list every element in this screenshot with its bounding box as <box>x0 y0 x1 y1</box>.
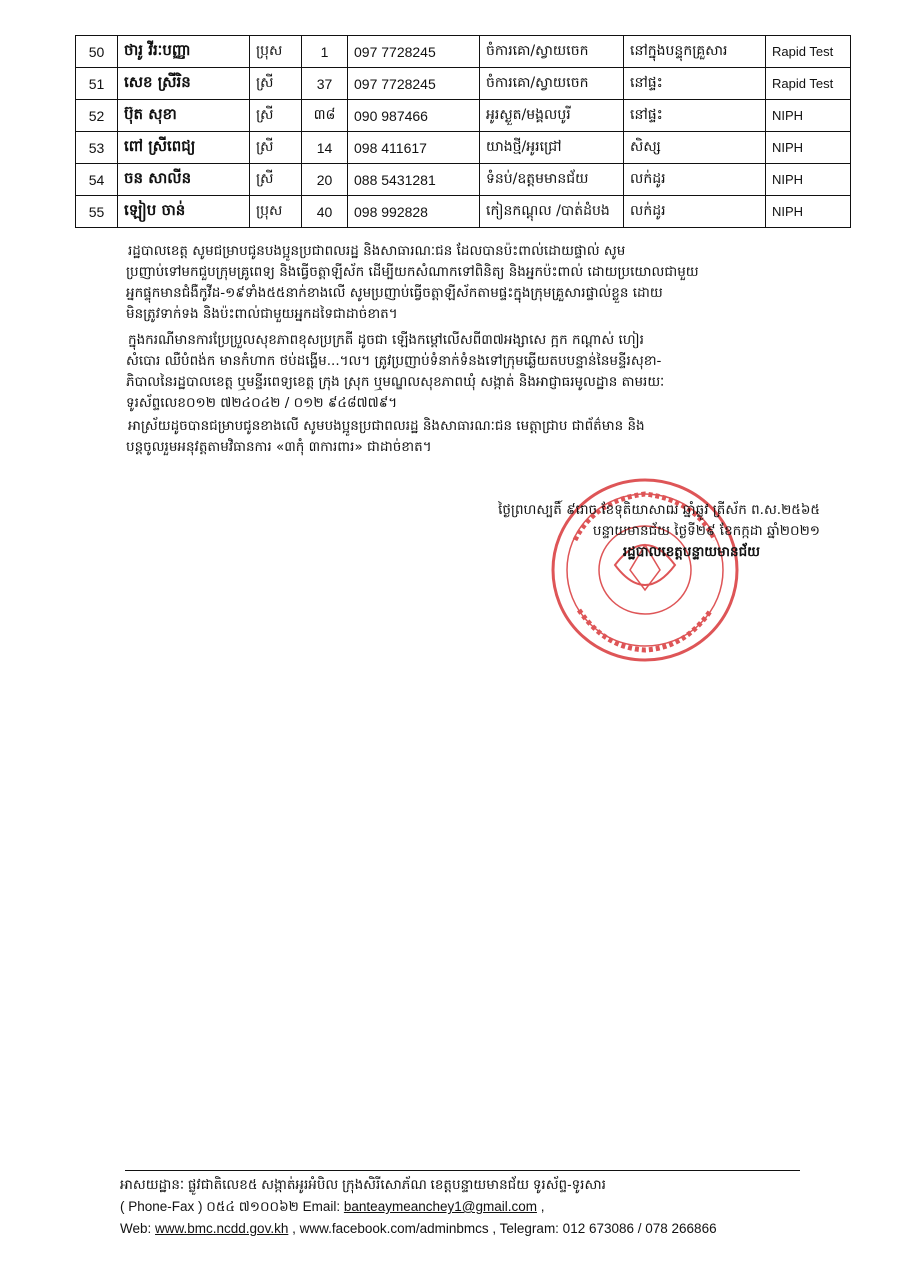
case-location: នៅក្នុងបន្ទុកគ្រួសារ <box>624 36 766 68</box>
table-row <box>76 164 851 196</box>
case-test-source: NIPH <box>766 132 851 164</box>
case-name: ចន សាលីន <box>118 164 250 196</box>
case-number: 53 <box>76 132 118 164</box>
case-number: 55 <box>76 196 118 228</box>
case-sex: ប្រុស <box>250 36 302 68</box>
case-test-source: NIPH <box>766 196 851 228</box>
case-name: សេខ ស្រីរិន <box>118 68 250 100</box>
text-line: បន្តចូលរួមអនុវត្តតាមវិធានការ «៣កុំ ៣ការពារ» ជាដាច់ខាត។ <box>126 439 432 455</box>
footer-phone: ( Phone-Fax ) ០៥៤ ៧១០០៦២ Email: <box>120 1199 344 1214</box>
case-sex: ស្រី <box>250 132 302 164</box>
case-age: 40 <box>302 196 348 228</box>
footer-social: , www.facebook.com/adminbmcs , Telegram: 012 673086 / 078 266866 <box>288 1221 717 1236</box>
footer-email-tail: , <box>536 1199 545 1214</box>
case-age: ៣៨ <box>302 100 348 132</box>
text-line: ភិបាលនៃរដ្ឋបាលខេត្ត ឬមន្ទីរពេទ្យខេត្ត ក្រុង ស្រុក ឬមណ្ឌលសុខភាពឃុំ សង្កាត់ និងអាជ្ញាធរមូលដ្ឋាន តាមរយៈ <box>126 374 665 390</box>
case-location: លក់ដូរ <box>624 196 766 228</box>
case-test-source: Rapid Test <box>766 68 851 100</box>
signature-block <box>498 500 820 563</box>
case-name: ប៊ុត សុខា <box>118 100 250 132</box>
case-address: អូរស្ងួត/មង្គលបូរី <box>480 100 624 132</box>
notice-paragraph-2 <box>128 330 828 414</box>
case-location: នៅផ្ទះ <box>624 100 766 132</box>
footer-web <box>120 1218 810 1240</box>
solar-date: បន្ទាយមានជ័យ ថ្ងៃទី២៩ ខែកក្កដា ឆ្នាំ២០២១ <box>592 523 820 539</box>
text-line: សំបោរ ឈឺបំពង់ក មានកំហាក ថប់ដង្ហើម...។ល។ ត្រូវប្រញាប់ទំនាក់ទំនងទៅក្រុមឆ្លើយតបបន្ទាន់នៃមន្ទីរសុខា- <box>126 353 662 369</box>
table-row <box>76 132 851 164</box>
case-address: យាងថ្មី/អូរជ្រៅ <box>480 132 624 164</box>
case-age: 20 <box>302 164 348 196</box>
case-test-source: NIPH <box>766 100 851 132</box>
case-table <box>75 35 851 228</box>
case-age: 14 <box>302 132 348 164</box>
case-location: លក់ដូរ <box>624 164 766 196</box>
case-address: ចំការគោ/ស្វាយចេក <box>480 36 624 68</box>
case-test-source: Rapid Test <box>766 36 851 68</box>
text-line: ប្រញាប់ទៅមកជួបក្រុមគ្រូពេទ្យ និងធ្វើចត្តាឡីស័ក ដើម្បីយកសំណាកទៅពិនិត្យ និងអ្នកប៉ះពាល់ ដោយប្រយោលជាមួយ <box>126 264 699 280</box>
notice-paragraph-3 <box>128 416 828 458</box>
text-line: រដ្ឋបាលខេត្ត សូមជម្រាបជូនបងប្អូនប្រជាពលរដ្ឋ និងសាធារណៈជន ដែលបានប៉ះពាល់ដោយផ្ទាល់ សូម <box>128 243 626 259</box>
footer-contact <box>120 1196 810 1218</box>
lunar-date: ថ្ងៃព្រហស្បតិ៍ ៩រោច ខែទុតិយាសាឍ ឆ្នាំឆ្លូវ ត្រីស័ក ព.ស.២៥៦៥ <box>498 502 820 518</box>
case-number: 54 <box>76 164 118 196</box>
case-sex: ស្រី <box>250 68 302 100</box>
case-sex: ប្រុស <box>250 196 302 228</box>
text-line: មិនត្រូវទាក់ទង និងប៉ះពាល់ជាមួយអ្នកដទៃជាដាច់ខាត។ <box>126 306 398 322</box>
website-link[interactable]: www.bmc.ncdd.gov.kh <box>155 1221 289 1236</box>
case-phone: 098 992828 <box>348 196 480 228</box>
text-line: ក្នុងករណីមានការប្រែប្រួលសុខភាពខុសប្រក្រតី ដូចជា ឡើងកម្តៅលើសពី៣៧អង្សាសេ ក្អក កណ្តាស់ ហៀរ <box>128 332 644 348</box>
case-phone: 088 5431281 <box>348 164 480 196</box>
case-phone: 098 411617 <box>348 132 480 164</box>
case-number: 51 <box>76 68 118 100</box>
case-address: ចំការគោ/ស្វាយចេក <box>480 68 624 100</box>
case-name: ពៅ ស្រីពេជ្យ <box>118 132 250 164</box>
issuer-name: រដ្ឋបាលខេត្តបន្ទាយមានជ័យ <box>622 544 760 560</box>
table-row <box>76 36 851 68</box>
footer-address: អាសយដ្ឋានៈ ផ្លូវជាតិលេខ៥ សង្កាត់អូរអំបិល ក្រុងសិរីសោភ័ណ ខេត្តបន្ទាយមានជ័យ ទូរស័ព្ទ-ទូរសារ <box>120 1177 606 1192</box>
case-address: ទំនប់/ឧត្តមមានជ័យ <box>480 164 624 196</box>
case-address: កៀនកណ្តុល /បាត់ដំបង <box>480 196 624 228</box>
footer-web-label: Web: <box>120 1221 156 1236</box>
case-sex: ស្រី <box>250 164 302 196</box>
text-line: អ្នកផ្ទុកមានជំងឺកូវីដ-១៩ទាំង៥៥នាក់ខាងលើ សូមប្រញាប់ធ្វើចត្តាឡីស័កតាមផ្ទះក្នុងក្រុមគ្រួសារផ្ទាល់ខ្លួន ដោយ <box>126 285 663 301</box>
case-location: សិស្ស <box>624 132 766 164</box>
table-row <box>76 68 851 100</box>
case-age: 1 <box>302 36 348 68</box>
text-line: ទូរស័ព្ទលេខ០១២ ៧២៤០៤២ / ០១២ ៩៤៨៧៧៩។ <box>126 395 398 411</box>
case-sex: ស្រី <box>250 100 302 132</box>
case-name: ថារូ វីរៈបញ្ញា <box>118 36 250 68</box>
case-phone: 090 987466 <box>348 100 480 132</box>
text-line: អាស្រ័យដូចបានជម្រាបជូនខាងលើ សូមបងប្អូនប្រជាពលរដ្ឋ និងសាធារណៈជន មេត្តាជ្រាប ជាព័ត៌មាន និង <box>128 418 645 434</box>
case-phone: 097 7728245 <box>348 68 480 100</box>
case-location: នៅផ្ទះ <box>624 68 766 100</box>
footer <box>120 1174 810 1240</box>
case-number: 50 <box>76 36 118 68</box>
table-row <box>76 100 851 132</box>
notice-paragraph-1 <box>128 241 828 325</box>
case-name: ឡៀប ចាន់ <box>118 196 250 228</box>
case-age: 37 <box>302 68 348 100</box>
case-phone: 097 7728245 <box>348 36 480 68</box>
email-link[interactable]: banteaymeanchey1@gmail.com <box>343 1199 537 1214</box>
case-number: 52 <box>76 100 118 132</box>
table-row <box>76 196 851 228</box>
case-test-source: NIPH <box>766 164 851 196</box>
footer-divider <box>125 1170 800 1171</box>
